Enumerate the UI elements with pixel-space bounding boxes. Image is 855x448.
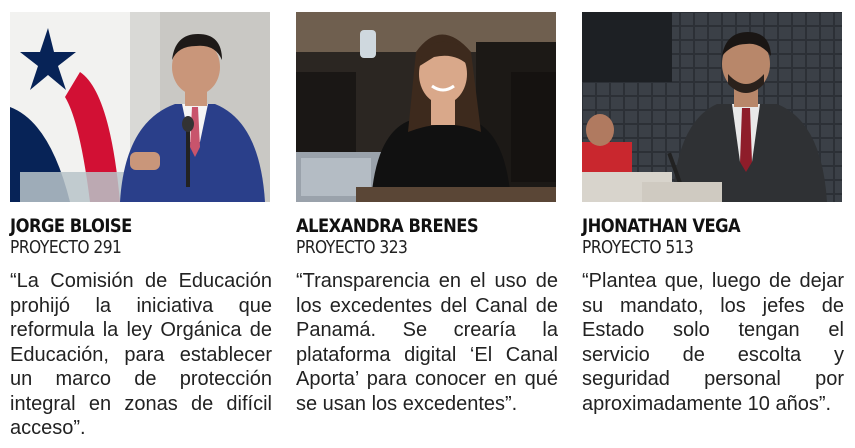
photo-jorge-bloise bbox=[10, 12, 270, 202]
profile-quote: “Transparencia en el uso de los excedentes del Canal de Panamá. Se crearía la plataforma digital ‘El Canal Aporta’ para conocer en qué se usan los excedentes”. bbox=[296, 270, 558, 415]
profile-name: ALEXANDRA BRENES bbox=[296, 215, 479, 237]
profile-project: PROYECTO 291 bbox=[10, 237, 122, 258]
profile-quote: “Plantea que, luego de dejar su mandato, los jefes de Estado solo tengan el servicio de escolta y seguridad personal por aproximadamente 10 años”. bbox=[582, 270, 844, 415]
profile-project: PROYECTO 323 bbox=[296, 237, 408, 258]
profile-project: PROYECTO 513 bbox=[582, 237, 694, 258]
photo-jhonathan-vega bbox=[582, 12, 842, 202]
profile-column-3 bbox=[582, 12, 842, 416]
profile-name: JHONATHAN VEGA bbox=[582, 215, 741, 237]
profile-column-1 bbox=[10, 12, 270, 441]
profile-column-2 bbox=[296, 12, 556, 416]
photo-alexandra-brenes bbox=[296, 12, 556, 202]
profile-quote: “La Comisión de Educación prohijó la iniciativa que reformula la ley Orgánica de Educación, para establecer un marco de protección integral en zonas de difícil acceso”. bbox=[10, 270, 272, 439]
profile-name: JORGE BLOISE bbox=[10, 215, 132, 237]
